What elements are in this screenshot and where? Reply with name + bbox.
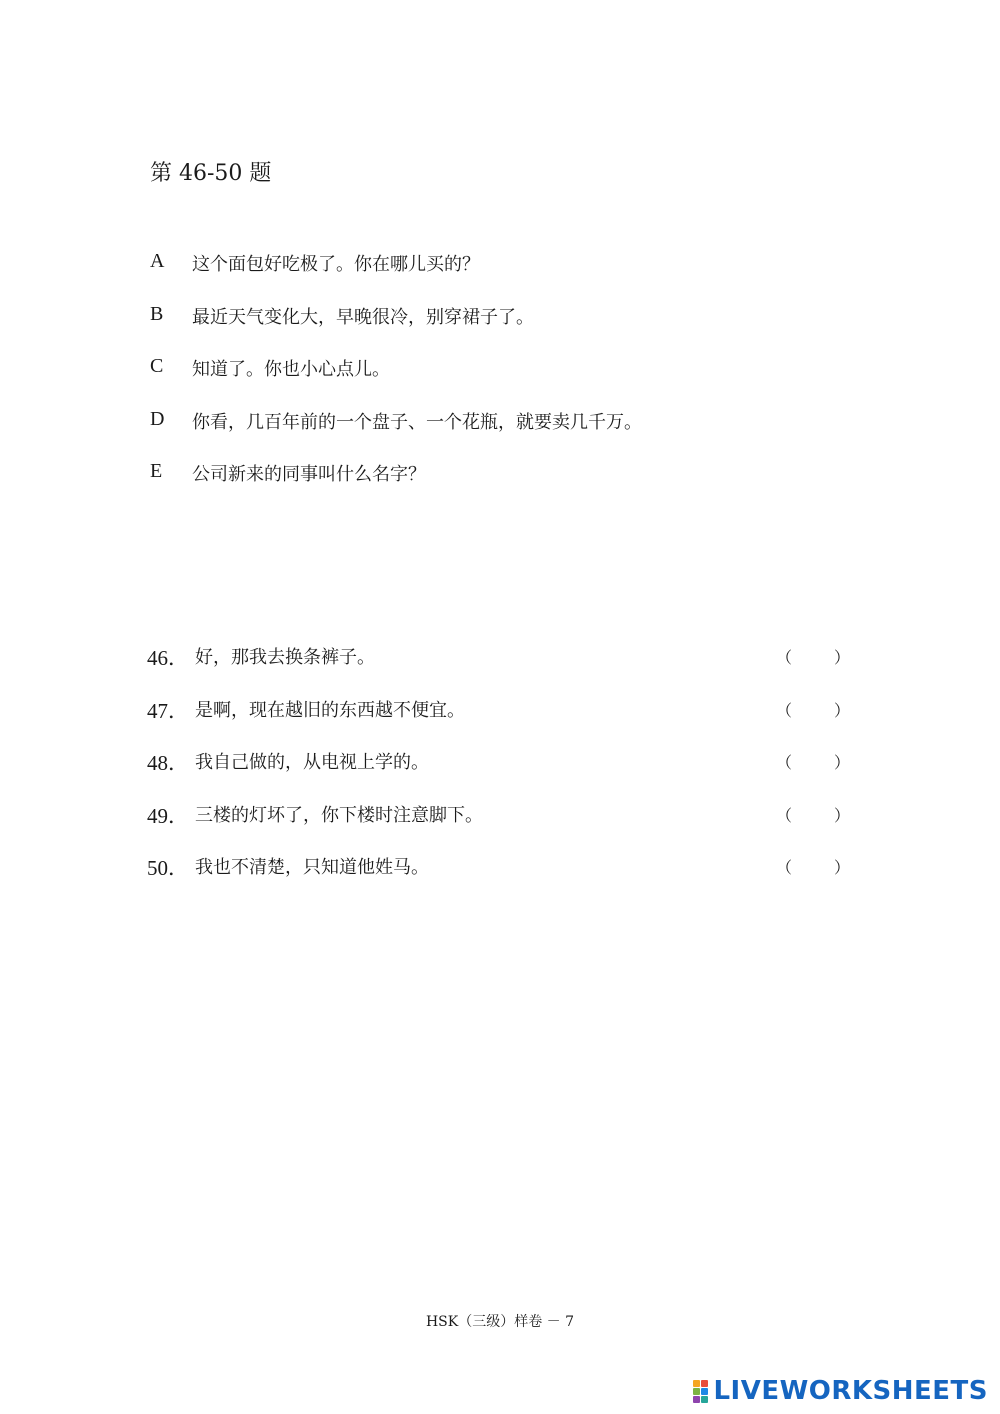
question-number: 50． [147,856,189,880]
question-50 [147,855,850,908]
option-text: 公司新来的同事叫什么名字？ [192,464,426,485]
option-letter: B [150,302,164,325]
close-paren: ） [833,858,850,877]
brand-name: LIVEWORKSHEETS [713,1376,988,1406]
option-d [150,408,642,461]
option-letter: E [150,460,163,482]
option-b [150,303,642,356]
question-number: 48． [147,751,189,775]
question-text: 我自己做的，从电视上学的。 [195,752,429,773]
option-e [150,460,642,513]
answer-options [150,250,642,513]
close-paren: ） [833,648,850,667]
option-text: 这个面包好吃极了。你在哪儿买的？ [192,254,480,275]
answer-blank[interactable] [776,803,850,829]
logo-tile [701,1380,708,1387]
logo-tile [693,1388,700,1395]
open-paren: （ [776,700,793,720]
answer-blank[interactable] [776,750,850,776]
option-letter: A [150,250,165,272]
answer-blank[interactable] [776,645,850,671]
close-paren: ） [833,753,850,772]
question-text: 好，那我去换条裤子。 [195,647,375,668]
liveworksheets-logo-icon [693,1380,708,1403]
logo-tile [701,1396,708,1403]
question-47 [147,698,850,751]
question-number: 47． [147,698,189,723]
option-text: 你看，几百年前的一个盘子、一个花瓶，就要卖几千万。 [192,411,642,433]
open-paren: （ [776,648,793,667]
logo-tile [693,1396,700,1403]
close-paren: ） [833,700,850,720]
liveworksheets-logo[interactable] [693,1376,988,1406]
open-paren: （ [776,753,793,772]
option-letter: C [150,355,164,377]
question-number: 49． [147,803,189,828]
question-text: 我也不清楚，只知道他姓马。 [195,857,429,878]
option-text: 最近天气变化大，早晚很冷，别穿裙子了。 [192,306,534,328]
section-title: 第 46-50 题 [150,161,272,186]
question-text: 是啊，现在越旧的东西越不便宜。 [195,699,465,721]
option-a [150,250,642,303]
option-letter: D [150,407,165,430]
logo-tile [701,1388,708,1395]
question-49 [147,803,850,856]
question-number: 46． [147,646,189,670]
page-footer: HSK（三级）样卷 － 7 [425,1314,575,1330]
answer-blank[interactable] [776,698,850,724]
question-list [147,645,850,908]
question-46 [147,645,850,698]
logo-tile [693,1380,700,1387]
answer-blank[interactable] [776,855,850,881]
option-text: 知道了。你也小心点儿。 [192,359,390,380]
question-text: 三楼的灯坏了，你下楼时注意脚下。 [195,804,483,826]
question-48 [147,750,850,803]
close-paren: ） [833,805,850,825]
open-paren: （ [776,858,793,877]
option-c [150,355,642,408]
open-paren: （ [776,805,793,825]
